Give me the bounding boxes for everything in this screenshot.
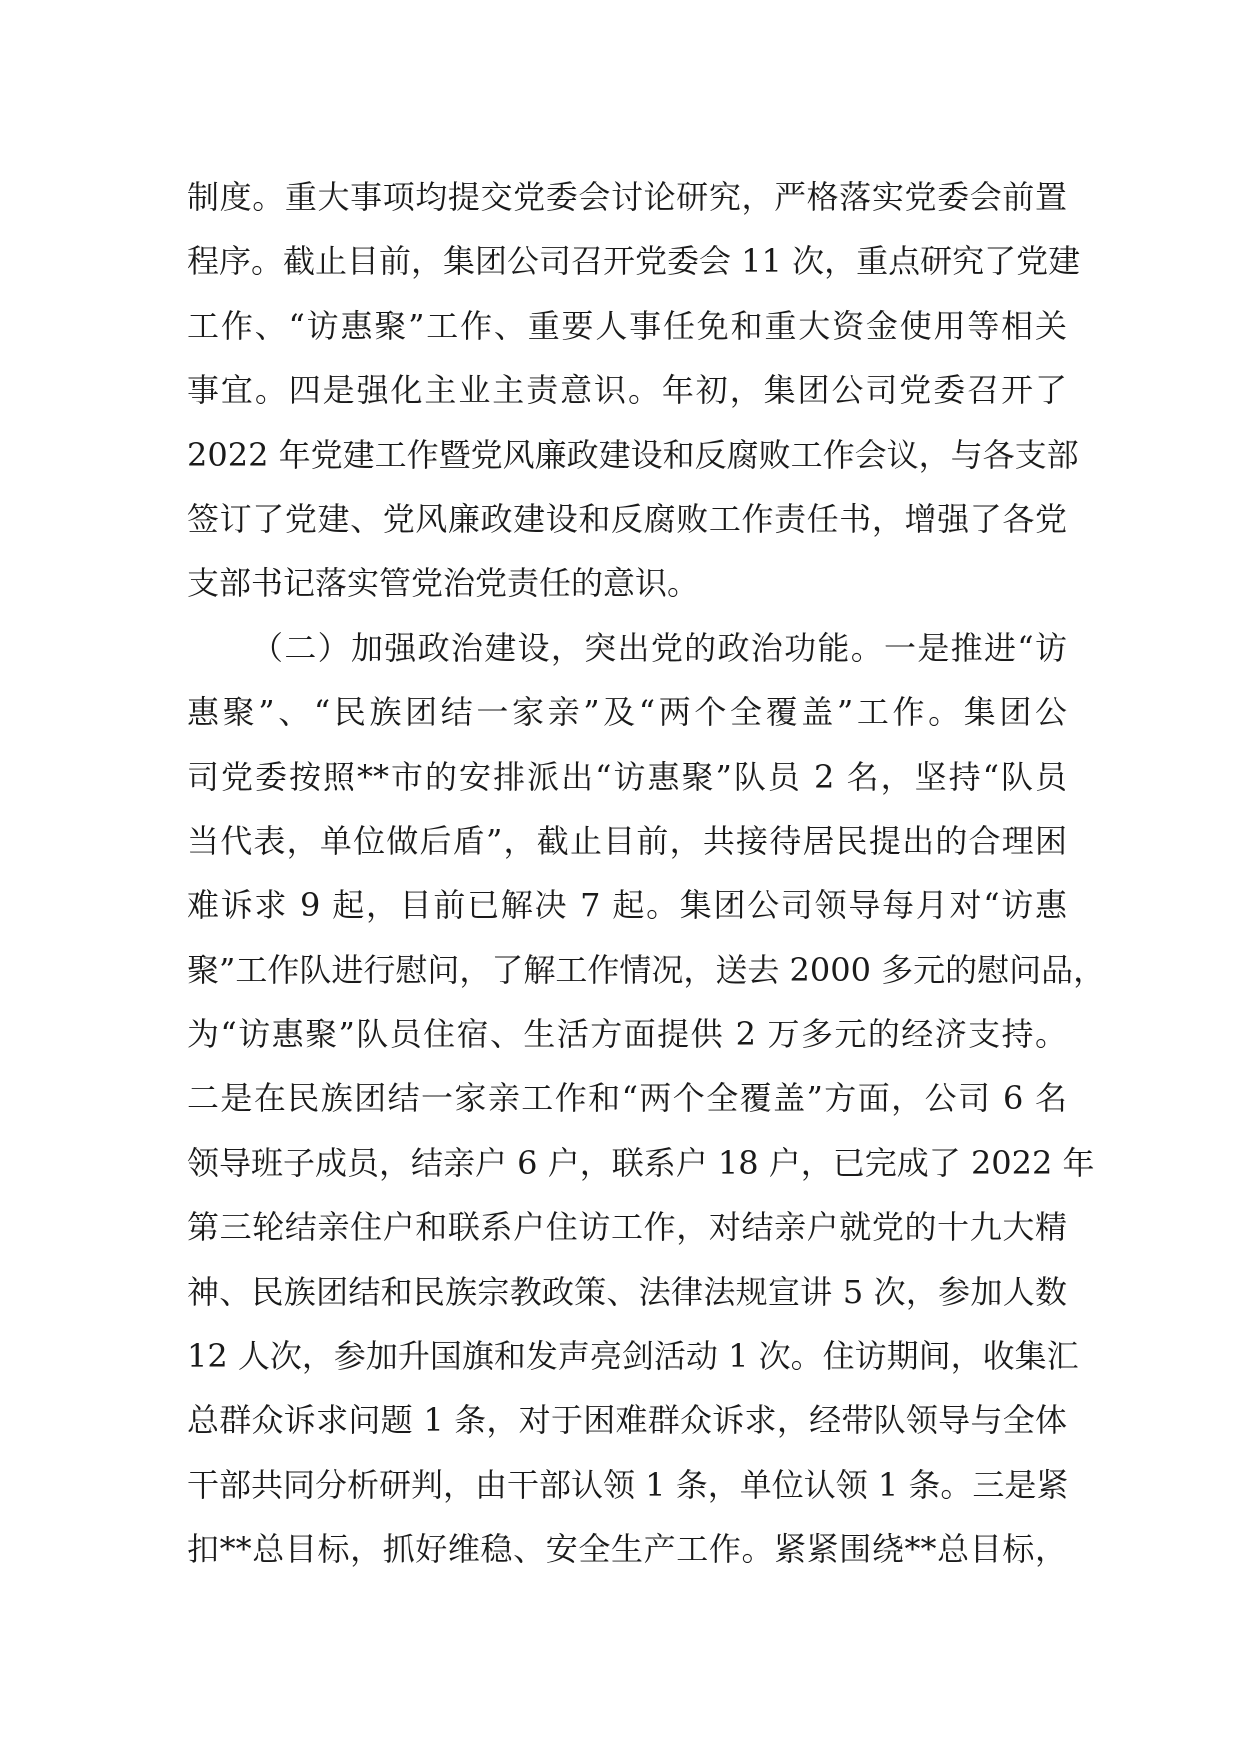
text-line: 当代表，单位做后盾”，截止目前，共接待居民提出的合理困 — [187, 821, 1067, 860]
text-line: 聚”工作队进行慰问，了解工作情况，送去 2000 多元的慰问品， — [187, 950, 1106, 989]
section-heading-line: （二）加强政治建设，突出党的政治功能。一是推进“访 — [251, 628, 1067, 667]
text-line: 签订了党建、党风廉政建设和反腐败工作责任书，增强了各党 — [187, 499, 1067, 538]
text-line: 二是在民族团结一家亲工作和“两个全覆盖”方面，公司 6 名 — [187, 1079, 1067, 1118]
text-line: 领导班子成员，结亲户 6 户，联系户 18 户，已完成了 2022 年 — [187, 1143, 1095, 1182]
text-line: 12 人次，参加升国旗和发声亮剑活动 1 次。住访期间，收集汇 — [187, 1337, 1079, 1376]
text-line: 工作、“访惠聚”工作、重要人事任免和重大资金使用等相关 — [187, 306, 1067, 345]
text-line: 支部书记落实管党治党责任的意识。 — [187, 564, 700, 603]
text-line: 神、民族团结和民族宗教政策、法律法规宣讲 5 次，参加人数 — [187, 1272, 1067, 1311]
text-line: 第三轮结亲住户和联系户住访工作，对结亲户就党的十九大精 — [187, 1208, 1067, 1247]
text-line: 2022 年党建工作暨党风廉政建设和反腐败工作会议，与各支部 — [187, 435, 1079, 474]
text-line: 难诉求 9 起，目前已解决 7 起。集团公司领导每月对“访惠 — [187, 886, 1067, 925]
body-text — [187, 165, 1106, 1582]
text-line: 制度。重大事项均提交党委会讨论研究，严格落实党委会前置 — [187, 178, 1067, 216]
text-line: 总群众诉求问题 1 条，对于困难群众诉求，经带队领导与全体 — [187, 1401, 1067, 1440]
text-line: 干部共同分析研判，由干部认领 1 条，单位认领 1 条。三是紧 — [187, 1465, 1069, 1504]
text-line: 程序。截止目前，集团公司召开党委会 11 次，重点研究了党建 — [187, 242, 1081, 281]
text-line: 惠聚”、“民族团结一家亲”及“两个全覆盖”工作。集团公 — [187, 693, 1067, 732]
text-line: 为“访惠聚”队员住宿、生活方面提供 2 万多元的经济支持。 — [187, 1015, 1067, 1054]
text-line: 事宜。四是强化主业主责意识。年初，集团公司党委召开了 — [187, 371, 1067, 410]
text-line: 扣**总目标，抓好维稳、安全生产工作。紧紧围绕**总目标， — [187, 1530, 1067, 1569]
text-line: 司党委按照**市的安排派出“访惠聚”队员 2 名，坚持“队员 — [187, 757, 1067, 796]
